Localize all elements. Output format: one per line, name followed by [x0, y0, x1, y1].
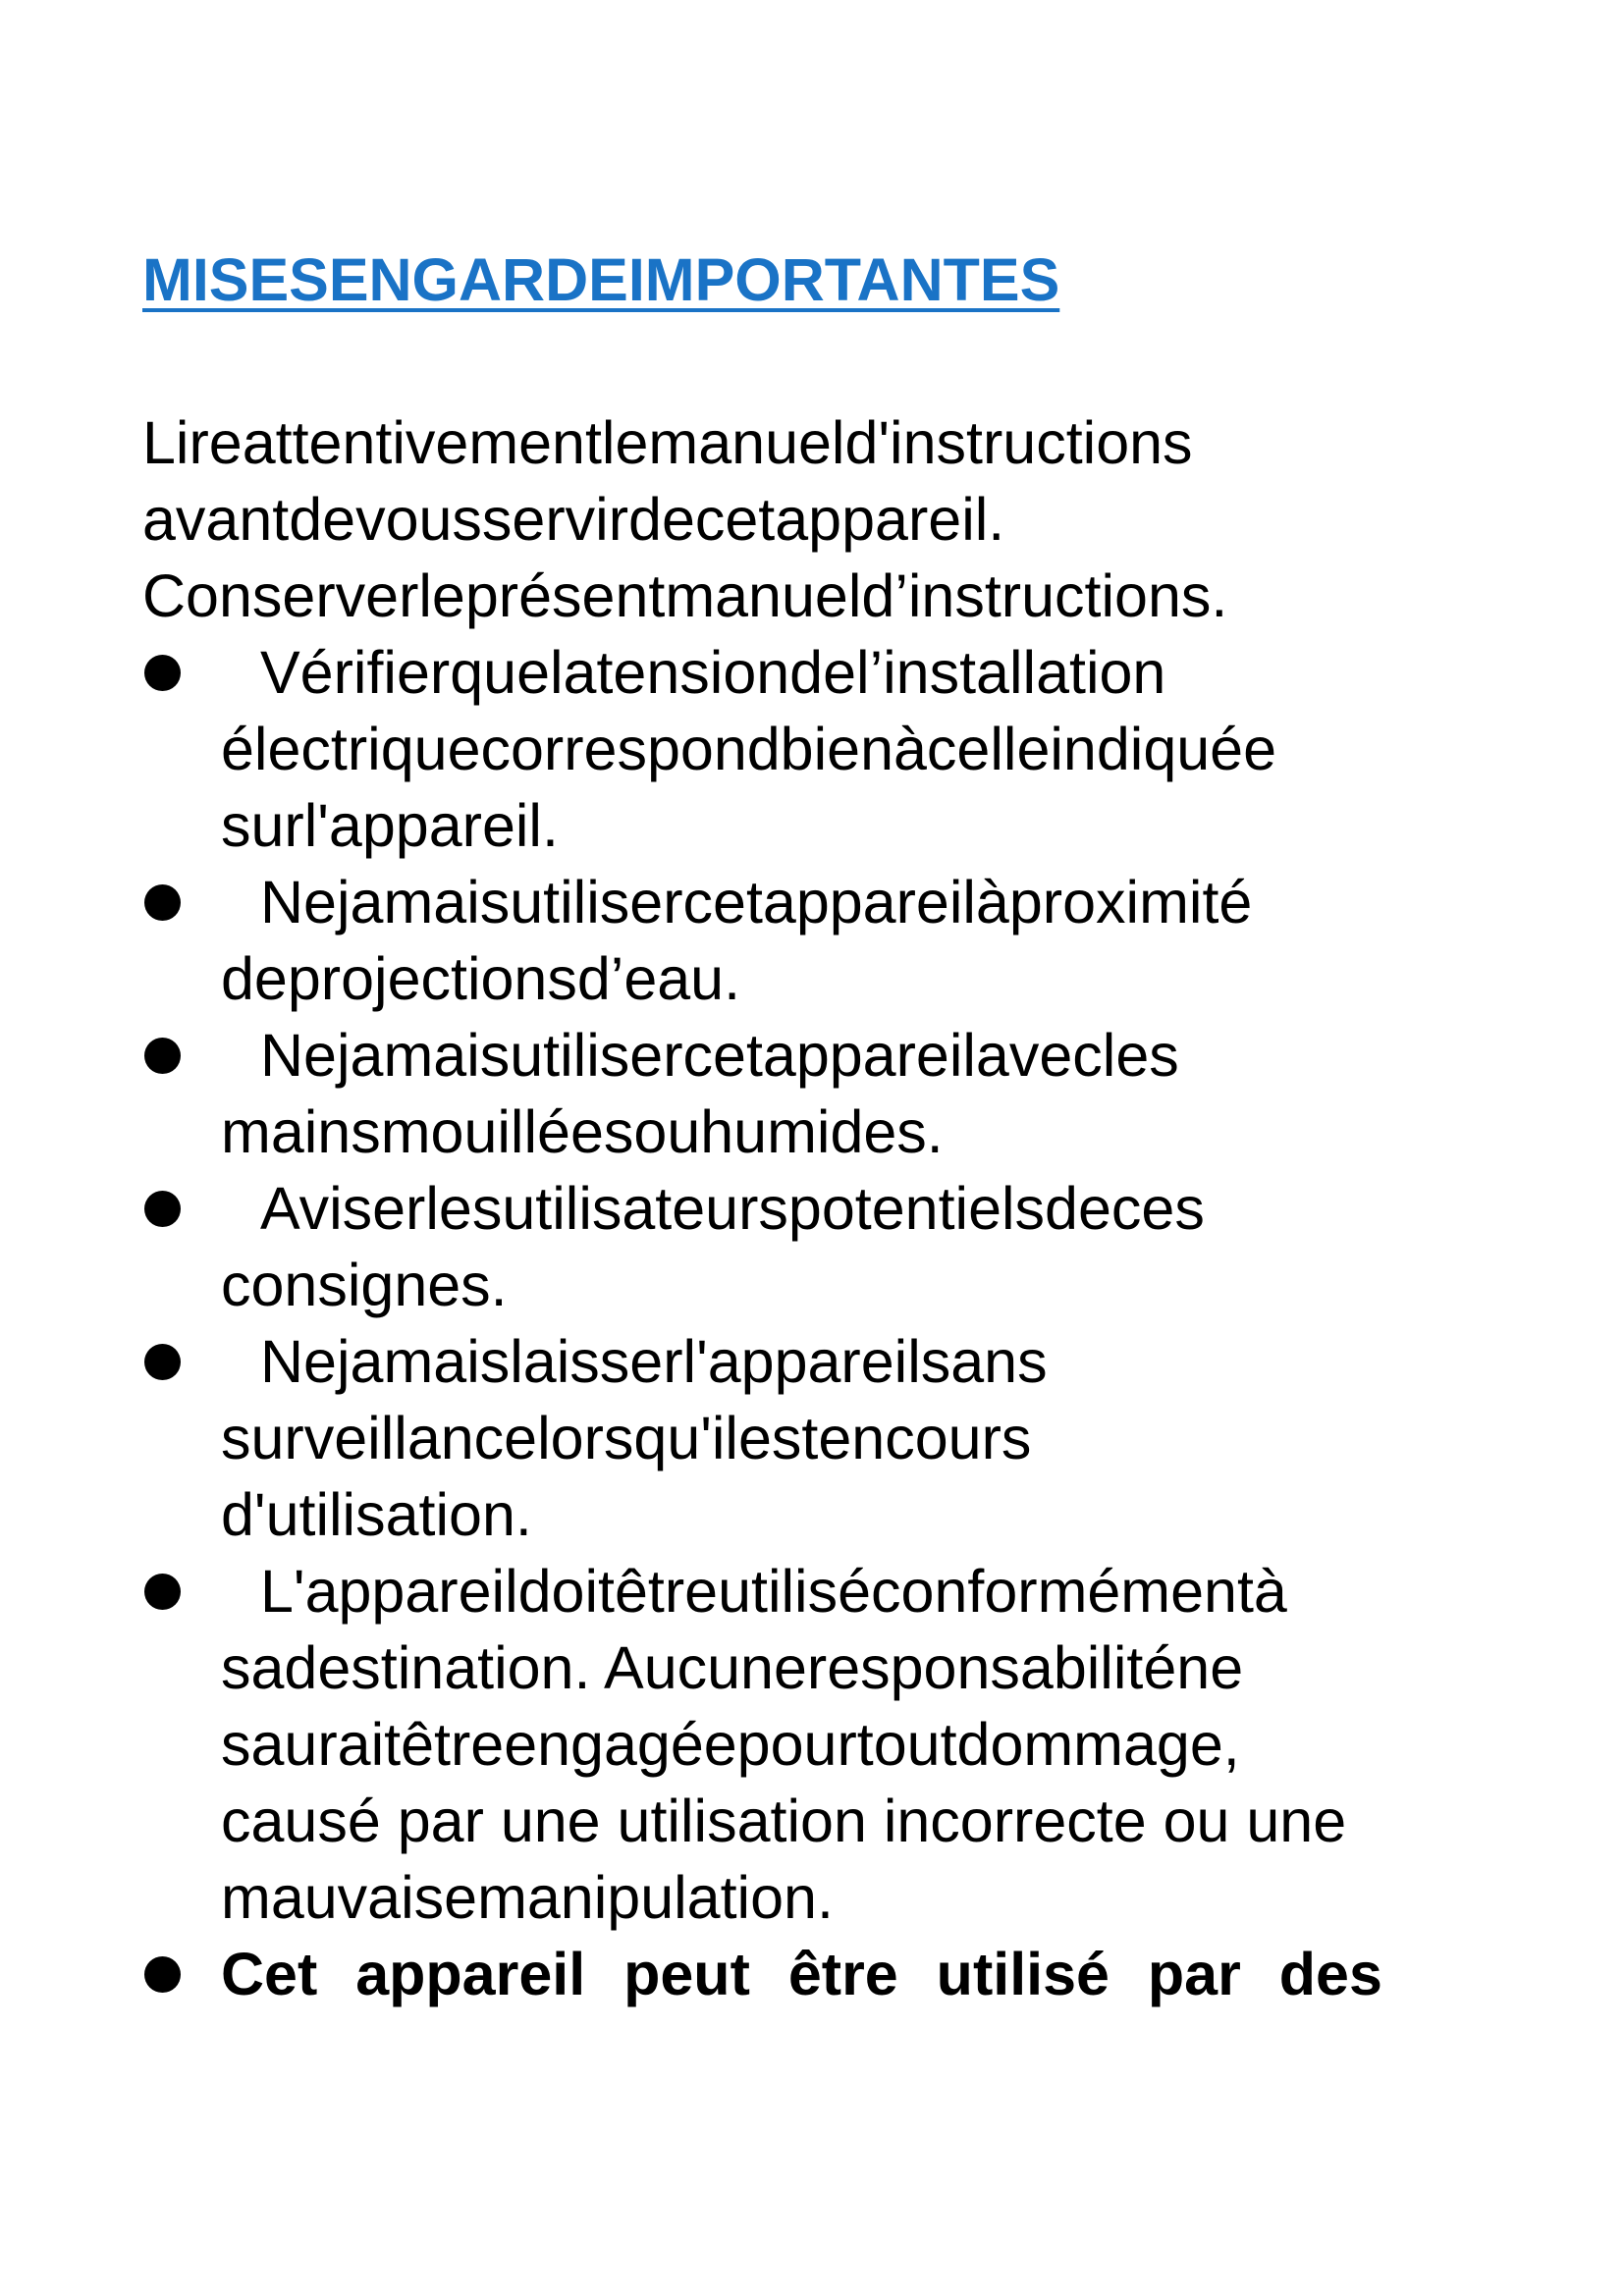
bullet-icon	[144, 1191, 181, 1227]
intro-line: avantdevousservirdecetappareil.	[142, 486, 1005, 553]
bullet-icon	[144, 1038, 181, 1074]
list-item-line: d'utilisation.	[221, 1481, 532, 1548]
bullet-icon	[144, 884, 181, 921]
list-item-line: sauraitêtreengagéepourtoutdommage,	[221, 1711, 1240, 1778]
list-item-line: Nejamaislaisserl'appareilsans	[260, 1328, 1048, 1395]
intro-paragraph	[142, 404, 1227, 634]
list-item	[142, 1553, 1517, 1936]
intro-line: Lireattentivementlemanueld'instructions	[142, 409, 1193, 476]
list-item-line: mauvaisemanipulation.	[221, 1864, 834, 1931]
bullet-icon	[144, 1574, 181, 1610]
bullet-icon	[144, 1956, 181, 1993]
safety-instructions-list	[142, 634, 1517, 2012]
list-item	[142, 634, 1517, 864]
list-item-line: Nejamaisutilisercetappareilavecles	[260, 1022, 1179, 1089]
bullet-icon	[144, 1344, 181, 1380]
list-item-line: Vérifierquelatensiondel’installation	[260, 639, 1166, 706]
list-item-line: sadestination. Aucuneresponsabiliténe	[221, 1634, 1244, 1701]
page-title: MISESENGARDEIMPORTANTES	[142, 246, 1060, 313]
list-item-line: électriquecorrespondbienàcelleindiquée	[221, 716, 1277, 782]
list-item	[142, 864, 1517, 1017]
list-item-line: consignes.	[221, 1252, 508, 1318]
list-item-line: mainsmouilléesouhumides.	[221, 1098, 944, 1165]
list-item-line: deprojectionsd’eau.	[221, 945, 741, 1012]
list-item-line: surveillancelorsqu'ilestencours	[221, 1405, 1032, 1471]
intro-line: Conserverleprésentmanueld’instructions.	[142, 562, 1228, 629]
list-item-line: surl'appareil.	[221, 792, 559, 859]
list-item	[142, 1323, 1517, 1553]
list-item-line: causé par une utilisation incorrecte ou une	[221, 1788, 1347, 1854]
list-item-line: L'appareildoitêtreutiliséconformémentà	[260, 1558, 1287, 1625]
list-item-line: Aviserlesutilisateurspotentielsdeces	[260, 1175, 1205, 1242]
bullet-icon	[144, 655, 181, 691]
list-item	[142, 1936, 1517, 2012]
list-item	[142, 1170, 1517, 1323]
list-item	[142, 1017, 1517, 1170]
list-item-line: Nejamaisutilisercetappareilàproximité	[260, 869, 1253, 935]
list-item-line: Cet appareil peut être utilisé par des	[221, 1941, 1382, 2007]
